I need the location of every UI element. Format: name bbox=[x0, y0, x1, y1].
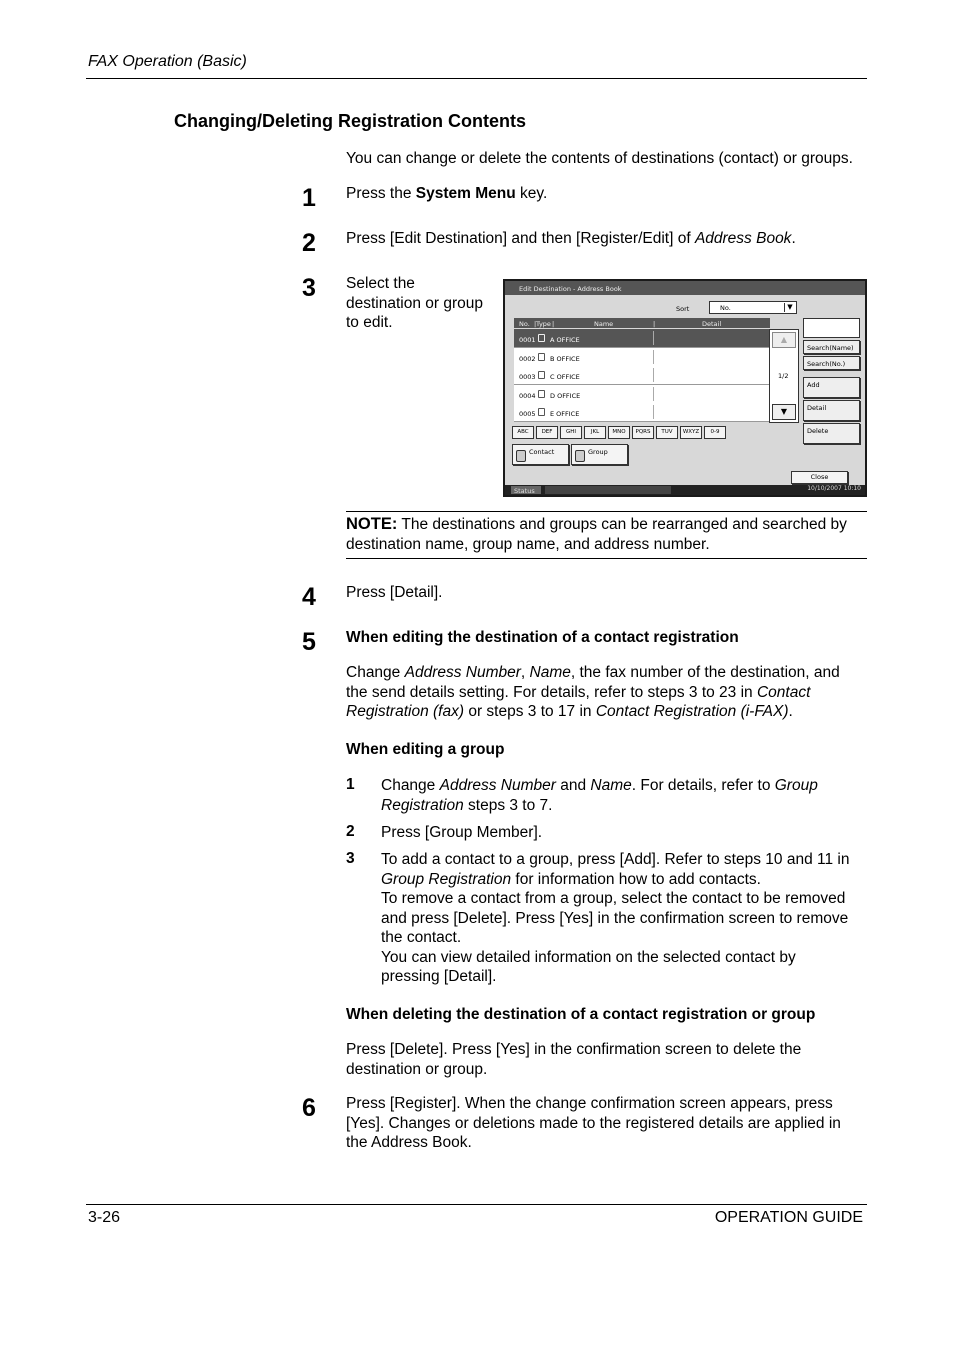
list-item[interactable]: 0002 B OFFICE bbox=[514, 348, 770, 367]
group-edit-heading: When editing a group bbox=[346, 741, 505, 758]
list-item[interactable]: 0003 C OFFICE bbox=[514, 366, 770, 385]
guide-title: OPERATION GUIDE bbox=[714, 1209, 863, 1226]
substep-number-1: 1 bbox=[346, 776, 355, 793]
contact-button[interactable]: Contact bbox=[512, 444, 569, 465]
delete-paragraph: Press [Delete]. Press [Yes] in the confirmation screen to delete the destination or group. bbox=[346, 1041, 802, 1078]
substep-1-text: Change Address Number and Name. For details, refer to Group Registration steps 3 to 7. bbox=[381, 777, 818, 814]
key-0-9[interactable]: 0-9 bbox=[704, 426, 726, 439]
page-indicator: 1/2 bbox=[778, 372, 789, 380]
contact-icon bbox=[538, 408, 545, 416]
group-icon bbox=[575, 450, 585, 462]
search-field[interactable] bbox=[803, 318, 860, 338]
substep-3-text: To add a contact to a group, press [Add]. Refer to steps 10 and 11 in Group Registration for information how to add contacts. To remove a contact from a group, select the contact to be removed and press [Delete]. Press [Yes] in the confirmation screen to remove the contact. You can view detailed information on the selected contact by pressing [Detail]. bbox=[381, 851, 850, 985]
key-wxyz[interactable]: WXYZ bbox=[680, 426, 702, 439]
list-header: No. | Type | Name | Detail bbox=[514, 318, 770, 328]
key-abc[interactable]: ABC bbox=[512, 426, 534, 439]
list-item[interactable]: 0005 E OFFICE bbox=[514, 403, 770, 422]
step-5-paragraph: Change Address Number, Name, the fax number of the destination, and the send details setting. For details, refer to steps 3 to 23 in Contact Registration (fax) or steps 3 to 17 in Contact Registration (i-FAX). bbox=[346, 664, 840, 720]
sort-select[interactable]: No. ▼ bbox=[709, 301, 797, 314]
header-rule bbox=[86, 78, 867, 79]
step-4-text: Press [Detail]. bbox=[346, 584, 443, 601]
page-number: 3-26 bbox=[88, 1209, 121, 1226]
sort-label: Sort bbox=[676, 305, 690, 313]
note-label: NOTE: bbox=[346, 515, 398, 533]
step-number-6: 6 bbox=[302, 1094, 316, 1122]
scroll-down-arrow-icon[interactable]: ▼ bbox=[772, 404, 796, 420]
chevron-down-icon: ▼ bbox=[784, 303, 795, 312]
search-name-button[interactable]: Search(Name) bbox=[803, 340, 860, 354]
key-def[interactable]: DEF bbox=[536, 426, 558, 439]
status-datetime: 10/10/2007 10:10 bbox=[807, 485, 861, 492]
contact-icon bbox=[538, 353, 545, 361]
delete-heading: When deleting the destination of a contact registration or group bbox=[346, 1006, 816, 1023]
add-button[interactable]: Add bbox=[803, 377, 860, 398]
footer-rule bbox=[86, 1204, 867, 1205]
key-tuv[interactable]: TUV bbox=[656, 426, 678, 439]
contact-icon bbox=[538, 390, 545, 398]
step-number-1: 1 bbox=[302, 184, 316, 212]
section-title: Changing/Deleting Registration Contents bbox=[174, 111, 527, 131]
close-button[interactable]: Close bbox=[791, 471, 848, 484]
key-ghi[interactable]: GHI bbox=[560, 426, 582, 439]
step-number-3: 3 bbox=[302, 274, 316, 302]
step-5-heading: When editing the destination of a contact registration bbox=[346, 629, 739, 646]
running-header: FAX Operation (Basic) bbox=[88, 53, 247, 70]
contact-icon bbox=[538, 371, 545, 379]
note-bottom-rule bbox=[346, 558, 867, 559]
search-number-button[interactable]: Search(No.) bbox=[803, 356, 860, 370]
intro-text: You can change or delete the contents of destinations (contact) or groups. bbox=[346, 150, 853, 167]
status-button[interactable]: Status bbox=[511, 486, 541, 494]
screen-title-bar: Edit Destination - Address Book bbox=[505, 281, 865, 295]
step-6-text: Press [Register]. When the change confirmation screen appears, press [Yes]. Changes or deletions made to the registered details are applied in the Address Book. bbox=[346, 1095, 841, 1151]
key-jkl[interactable]: JKL bbox=[584, 426, 606, 439]
list-item[interactable]: 0001 A OFFICE bbox=[514, 329, 770, 348]
substep-2-text: Press [Group Member]. bbox=[381, 824, 543, 841]
contact-icon bbox=[538, 334, 545, 342]
note-block: NOTE: The destinations and groups can be rearranged and searched by destination name, group name, and address number. bbox=[346, 515, 847, 553]
step-number-4: 4 bbox=[302, 583, 316, 611]
step-2-text: Press [Edit Destination] and then [Register/Edit] of Address Book. bbox=[346, 230, 796, 247]
group-button[interactable]: Group bbox=[571, 444, 628, 465]
delete-button[interactable]: Delete bbox=[803, 423, 860, 444]
step-number-5: 5 bbox=[302, 628, 316, 656]
contact-icon bbox=[516, 450, 526, 462]
substep-number-3: 3 bbox=[346, 850, 355, 867]
substep-number-2: 2 bbox=[346, 823, 355, 840]
key-mno[interactable]: MNO bbox=[608, 426, 630, 439]
step-3-text: Select the destination or group to edit. bbox=[346, 275, 484, 331]
key-pqrs[interactable]: PQRS bbox=[632, 426, 654, 439]
scroll-up-arrow-icon[interactable]: ▲ bbox=[772, 332, 796, 348]
step-1-text: Press the System Menu key. bbox=[346, 185, 548, 202]
detail-button[interactable]: Detail bbox=[803, 400, 860, 421]
address-book-screen bbox=[503, 279, 867, 497]
note-top-rule bbox=[346, 511, 867, 512]
status-bar bbox=[505, 485, 865, 495]
step-number-2: 2 bbox=[302, 229, 316, 257]
list-item[interactable]: 0004 D OFFICE bbox=[514, 385, 770, 404]
list-scrollbar[interactable] bbox=[769, 329, 799, 423]
